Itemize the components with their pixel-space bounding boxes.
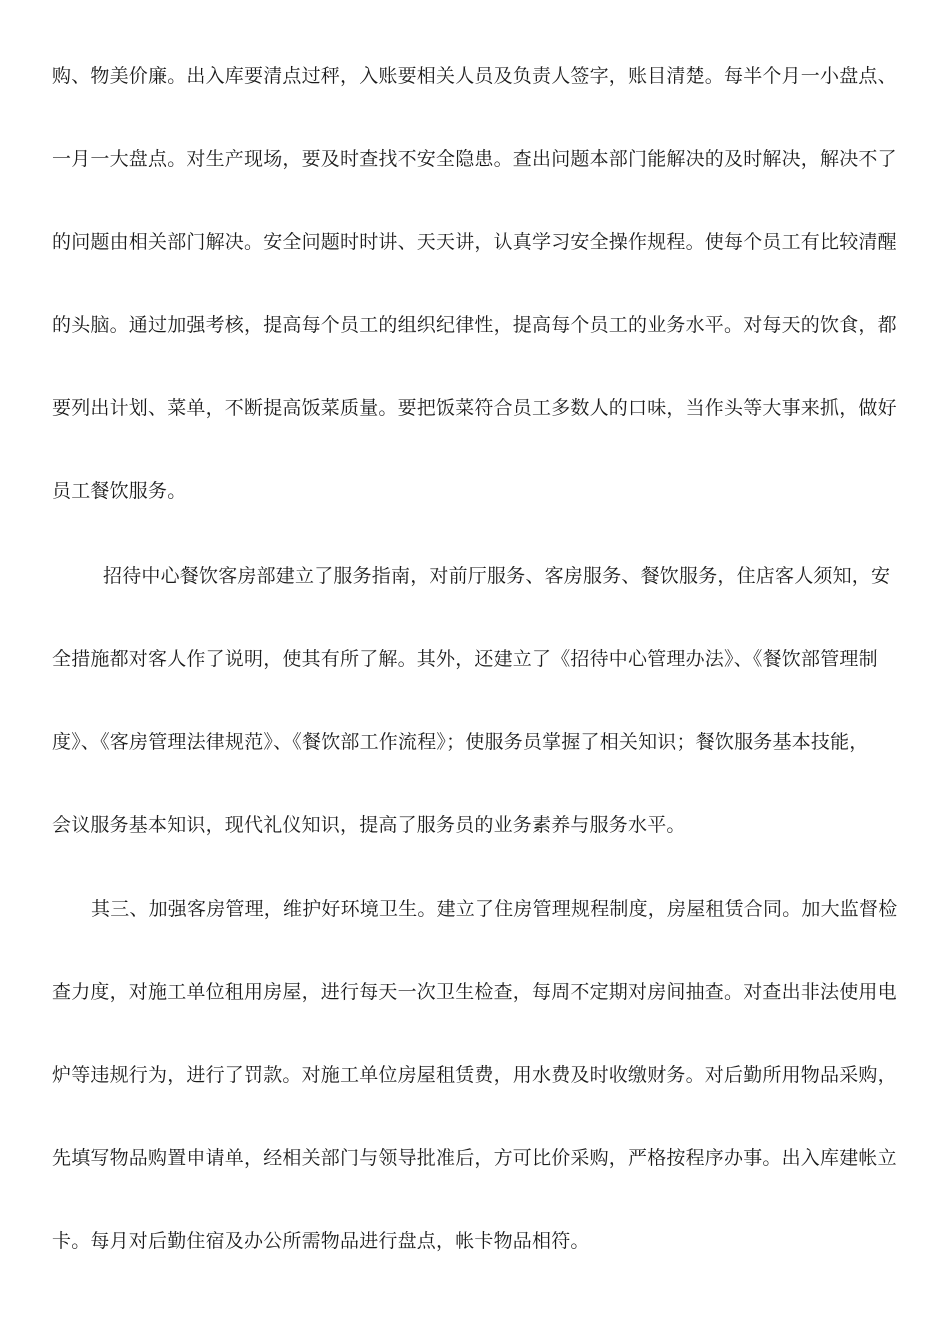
text-line: 的问题由相关部门解决。安全问题时时讲、天天讲，认真学习安全操作规程。使每个员工有比较清醒 xyxy=(52,231,897,253)
text-line: 会议服务基本知识，现代礼仪知识，提高了服务员的业务素养与服务水平。 xyxy=(52,814,686,836)
paragraph-first-line: 其三、加强客房管理，维护好环境卫生。建立了住房管理规程制度，房屋租赁合同。加大监督检 xyxy=(91,898,898,920)
text-line: 卡。每月对后勤住宿及办公所需物品进行盘点，帐卡物品相符。 xyxy=(52,1230,590,1252)
text-line: 先填写物品购置申请单，经相关部门与领导批准后，方可比价采购，严格按程序办事。出入库建帐立 xyxy=(52,1147,897,1169)
paragraph-first-line: 招待中心餐饮客房部建立了服务指南，对前厅服务、客房服务、餐饮服务，住店客人须知，安 xyxy=(103,565,891,587)
text-line: 炉等违规行为，进行了罚款。对施工单位房屋租赁费，用水费及时收缴财务。对后勤所用物品采购， xyxy=(52,1064,897,1086)
text-line: 一月一大盘点。对生产现场，要及时查找不安全隐患。查出问题本部门能解决的及时解决，解决不了 xyxy=(52,148,897,170)
text-line: 要列出计划、菜单，不断提高饭菜质量。要把饭菜符合员工多数人的口味，当作头等大事来抓，做好 xyxy=(52,397,897,419)
text-line: 的头脑。通过加强考核，提高每个员工的组织纪律性，提高每个员工的业务水平。对每天的饮食，都 xyxy=(52,314,897,336)
text-line: 查力度，对施工单位租用房屋，进行每天一次卫生检查，每周不定期对房间抽查。对查出非法使用电 xyxy=(52,981,897,1003)
text-line: 员工餐饮服务。 xyxy=(52,480,187,502)
text-line: 度》、《客房管理法律规范》、《餐饮部工作流程》；使服务员掌握了相关知识；餐饮服务基本技能， xyxy=(52,731,869,753)
text-line: 全措施都对客人作了说明，使其有所了解。其外，还建立了《招待中心管理办法》、《餐饮部管理制 xyxy=(52,648,878,670)
text-line: 购、物美价廉。出入库要清点过秤，入账要相关人员及负责人签字，账目清楚。每半个月一小盘点、 xyxy=(52,65,897,87)
